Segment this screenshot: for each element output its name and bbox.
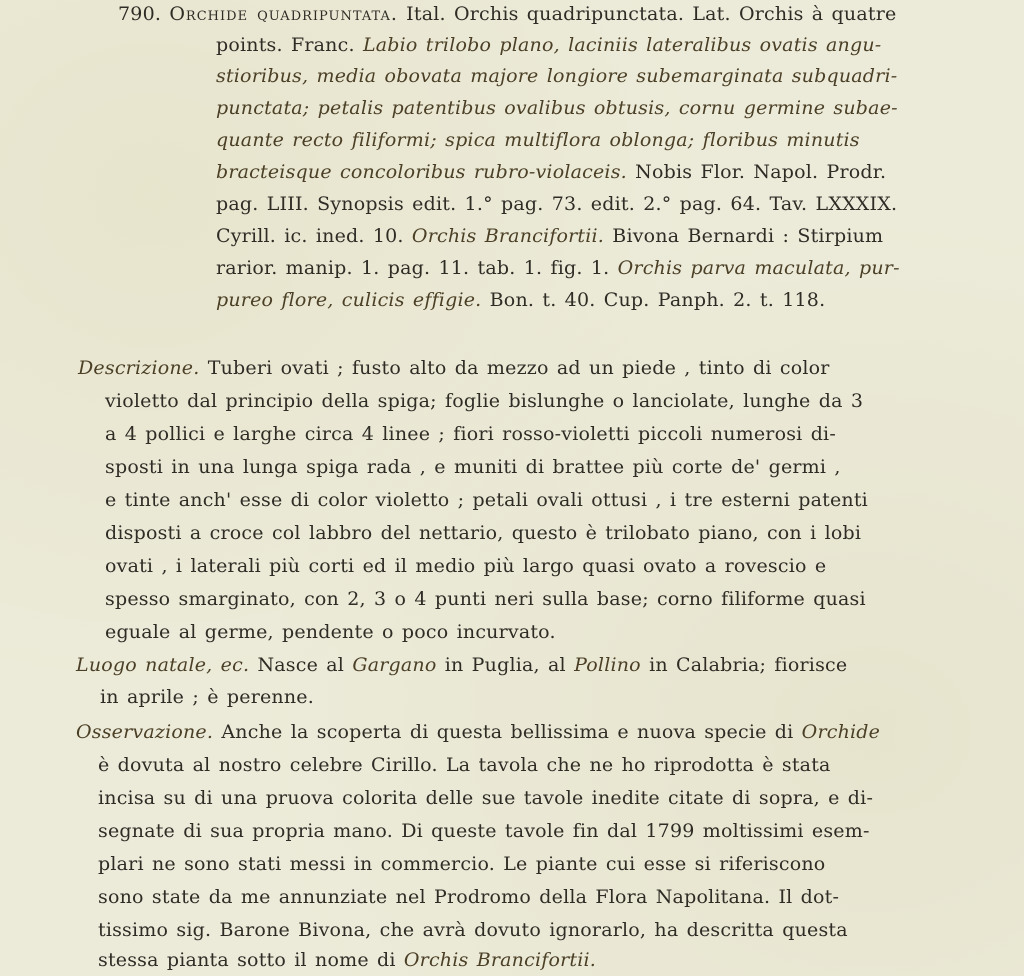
- osservazione-line: sono state da me annunziate nel Prodromo della Flora Napolitana. Il dot-: [98, 886, 840, 908]
- entry-line: quante recto filiformi; spica multiflora oblonga; floribus minutis: [216, 129, 860, 151]
- descrizione-line: disposti a croce col labbro del nettario, questo è trilobato piano, con i lobi: [105, 522, 862, 544]
- descrizione-line: spesso smarginato, con 2, 3 o 4 punti neri sulla base; corno filiforme quasi: [105, 588, 866, 610]
- descrizione-line: a 4 pollici e larghe circa 4 linee ; fiori rosso-violetti piccoli numerosi di-: [105, 423, 836, 445]
- descrizione-line: ovati , i laterali più corti ed il medio più largo quasi ovato a rovescio e: [105, 555, 827, 577]
- descrizione-line: sposti in una lunga spiga rada , e muniti di brattee più corte de' germi ,: [105, 456, 841, 478]
- osservazione-line: tissimo sig. Barone Bivona, che avrà dovuto ignorarlo, ha descritta questa: [98, 919, 848, 941]
- entry-line: punctata; petalis patentibus ovalibus obtusis, cornu germine subae-: [216, 97, 898, 119]
- osservazione-line: incisa su di una pruova colorita delle sue tavole inedite citate di sopra, e di-: [98, 787, 874, 809]
- entry-line: pureo flore, culicis effigie. Bon. t. 40. Cup. Panph. 2. t. 118.: [216, 289, 826, 311]
- luogo-label: Luogo natale, ec.: [76, 654, 250, 676]
- osservazione-line: segnate di sua propria mano. Di queste tavole fin dal 1799 moltissimi esem-: [98, 820, 870, 842]
- entry-number: 790.: [118, 3, 162, 25]
- osservazione-line: plari ne sono stati messi in commercio. Le piante cui esse si riferiscono: [98, 853, 826, 875]
- luogo-line: Luogo natale, ec. Nasce al Gargano in Puglia, al Pollino in Calabria; fiorisce: [76, 654, 848, 676]
- osservazione-line: Osservazione. Anche la scoperta di questa bellissima e nuova specie di Orchide: [76, 721, 881, 743]
- entry-line: stioribus, media obovata majore longiore subemarginata subquadri-: [216, 65, 898, 87]
- osservazione-label: Osservazione.: [76, 721, 214, 743]
- descrizione-line: e tinte anch' esse di color violetto ; petali ovali ottusi , i tre esterni patenti: [105, 489, 868, 511]
- osservazione-line: è dovuta al nostro celebre Cirillo. La tavola che ne ho riprodotta è stata: [98, 754, 831, 776]
- descrizione-label: Descrizione.: [78, 357, 200, 379]
- osservazione-line: stessa pianta sotto il nome di Orchis Brancifortii.: [98, 949, 597, 971]
- entry-heading-line: [118, 2, 896, 26]
- entry-line: points. Franc. Labio trilobo plano, laciniis lateralibus ovatis angu-: [216, 34, 882, 56]
- entry-text: Ital. Orchis quadripunctata. Lat. Orchis à quatre: [406, 3, 897, 25]
- entry-line: Cyrill. ic. ined. 10. Orchis Brancifortii. Bivona Bernardi : Stirpium: [216, 225, 884, 247]
- entry-line: bracteisque concoloribus rubro-violaceis. Nobis Flor. Napol. Prodr.: [216, 161, 887, 183]
- descrizione-line: eguale al germe, pendente o poco incurvato.: [105, 621, 556, 643]
- entry-line: pag. LIII. Synopsis edit. 1.° pag. 73. edit. 2.° pag. 64. Tav. LXXXIX.: [216, 193, 898, 215]
- descrizione-line: violetto dal principio della spiga; foglie bislunghe o lanciolate, lunghe da 3: [105, 390, 864, 412]
- entry-line: rarior. manip. 1. pag. 11. tab. 1. fig. 1. Orchis parva maculata, pur-: [216, 257, 900, 279]
- luogo-line: in aprile ; è perenne.: [100, 686, 314, 708]
- entry-heading: Orchide quadripuntata.: [169, 3, 398, 25]
- descrizione-line: Descrizione. Tuberi ovati ; fusto alto da mezzo ad un piede , tinto di color: [78, 357, 830, 379]
